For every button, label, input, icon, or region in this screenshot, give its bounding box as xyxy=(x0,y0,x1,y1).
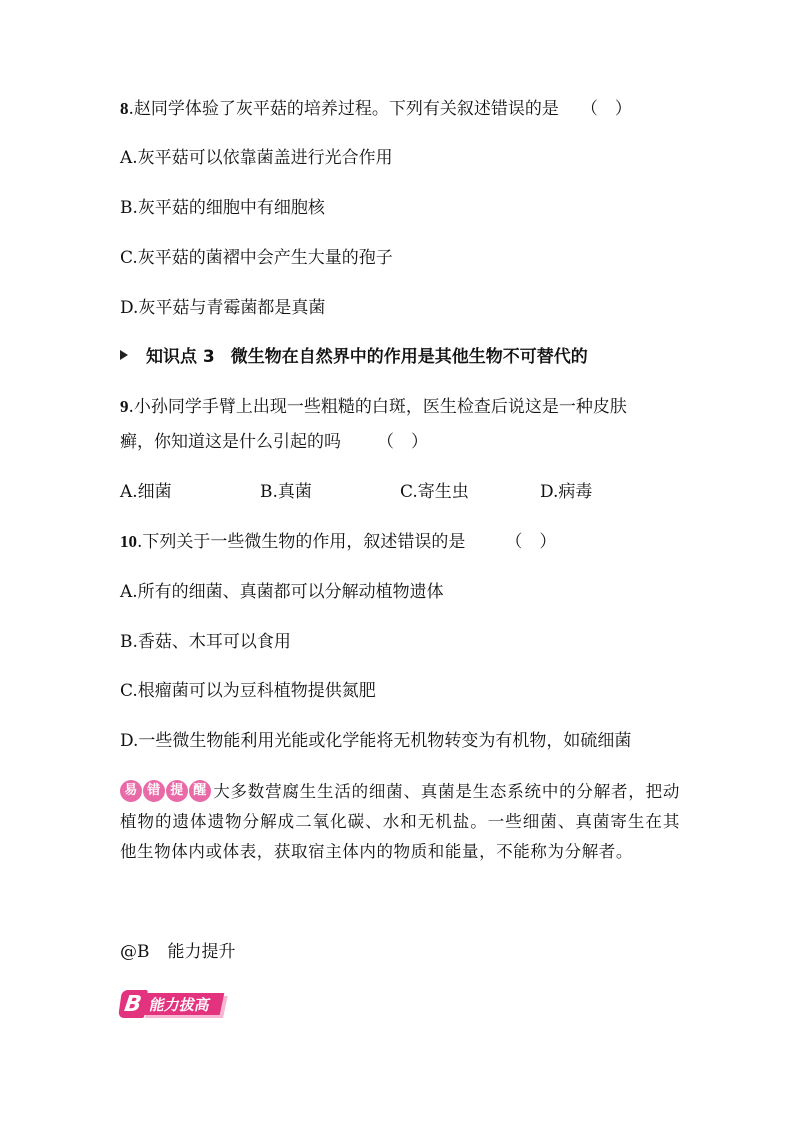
tip-badge-char: 醒 xyxy=(189,780,211,802)
q10-number: 10 xyxy=(120,532,137,551)
knowledge-point-title: 知识点 3 xyxy=(146,347,215,367)
b-logo-icon: B xyxy=(118,990,148,1018)
tip-badge-char: 错 xyxy=(143,780,165,802)
q10-option-d: D.一些微生物能利用光能或化学能将无机物转变为有机物，如硫细菌 xyxy=(120,731,632,751)
tip-badge-char: 易 xyxy=(120,780,142,802)
q10-option-a: A.所有的细菌、真菌都可以分解动植物遗体 xyxy=(120,582,444,602)
q8-option-a: A.灰平菇可以依靠菌盖进行光合作用 xyxy=(120,148,393,168)
q10-stem xyxy=(120,531,556,553)
q9-number: 9 xyxy=(120,397,129,416)
error-tip-text: 大多数营腐生生活的细菌、真菌是生态系统中的分解者，把动植物的遗体遗物分解成二氧化碳、水和无机盐。一些细菌、真菌寄生在其他生物体内或体表，获取宿主体内的物质和能量，不能称为分解者。 xyxy=(120,782,680,861)
q9-stem-line2 xyxy=(120,431,428,453)
q8-option-c: C.灰平菇的菌褶中会产生大量的孢子 xyxy=(120,248,393,268)
q8-number: 8 xyxy=(120,99,129,118)
q8-option-d: D.灰平菇与青霉菌都是真菌 xyxy=(120,298,326,318)
knowledge-point-text: 微生物在自然界中的作用是其他生物不可替代的 xyxy=(230,347,588,367)
q9-option-d: D.病毒 xyxy=(540,482,593,502)
q8-answer-bracket: （ ） xyxy=(580,99,632,119)
tip-badge-char: 提 xyxy=(166,780,188,802)
q9-stem-text-1: .小孙同学手臂上出现一些粗糙的白斑，医生检查后说这是一种皮肤 xyxy=(128,397,627,417)
q9-option-a: A.细菌 xyxy=(120,482,172,502)
q8-stem-text: .赵同学体验了灰平菇的培养过程。下列有关叙述错误的是 xyxy=(128,99,559,119)
q9-answer-bracket: （ ） xyxy=(377,432,428,452)
section-marker xyxy=(120,941,236,963)
q10-option-b: B.香菇、木耳可以食用 xyxy=(120,632,291,652)
section-marker-code: @B xyxy=(120,942,150,962)
q9-stem-line1 xyxy=(120,396,627,418)
error-tip-badge xyxy=(120,780,211,802)
triangle-bullet-icon xyxy=(120,350,128,360)
q10-option-c: C.根瘤菌可以为豆科植物提供氮肥 xyxy=(120,681,376,701)
q10-stem-text: .下列关于一些微生物的作用，叙述错误的是 xyxy=(137,532,466,552)
q8-option-b: B.灰平菇的细胞中有细胞核 xyxy=(120,198,325,218)
q9-option-b: B.真菌 xyxy=(260,482,312,502)
q9-stem-text-2: 癣，你知道这是什么引起的吗 xyxy=(120,432,341,452)
knowledge-point-heading xyxy=(120,346,588,368)
q9-options-row xyxy=(120,481,680,503)
section-tag-banner xyxy=(120,990,222,1018)
section-tag-text: 能力拔高 xyxy=(142,993,225,1015)
q10-answer-bracket: （ ） xyxy=(505,532,557,552)
error-tip xyxy=(120,777,680,867)
section-marker-label: 能力提升 xyxy=(167,942,236,962)
q8-stem xyxy=(120,98,632,120)
q9-option-c: C.寄生虫 xyxy=(400,482,469,502)
